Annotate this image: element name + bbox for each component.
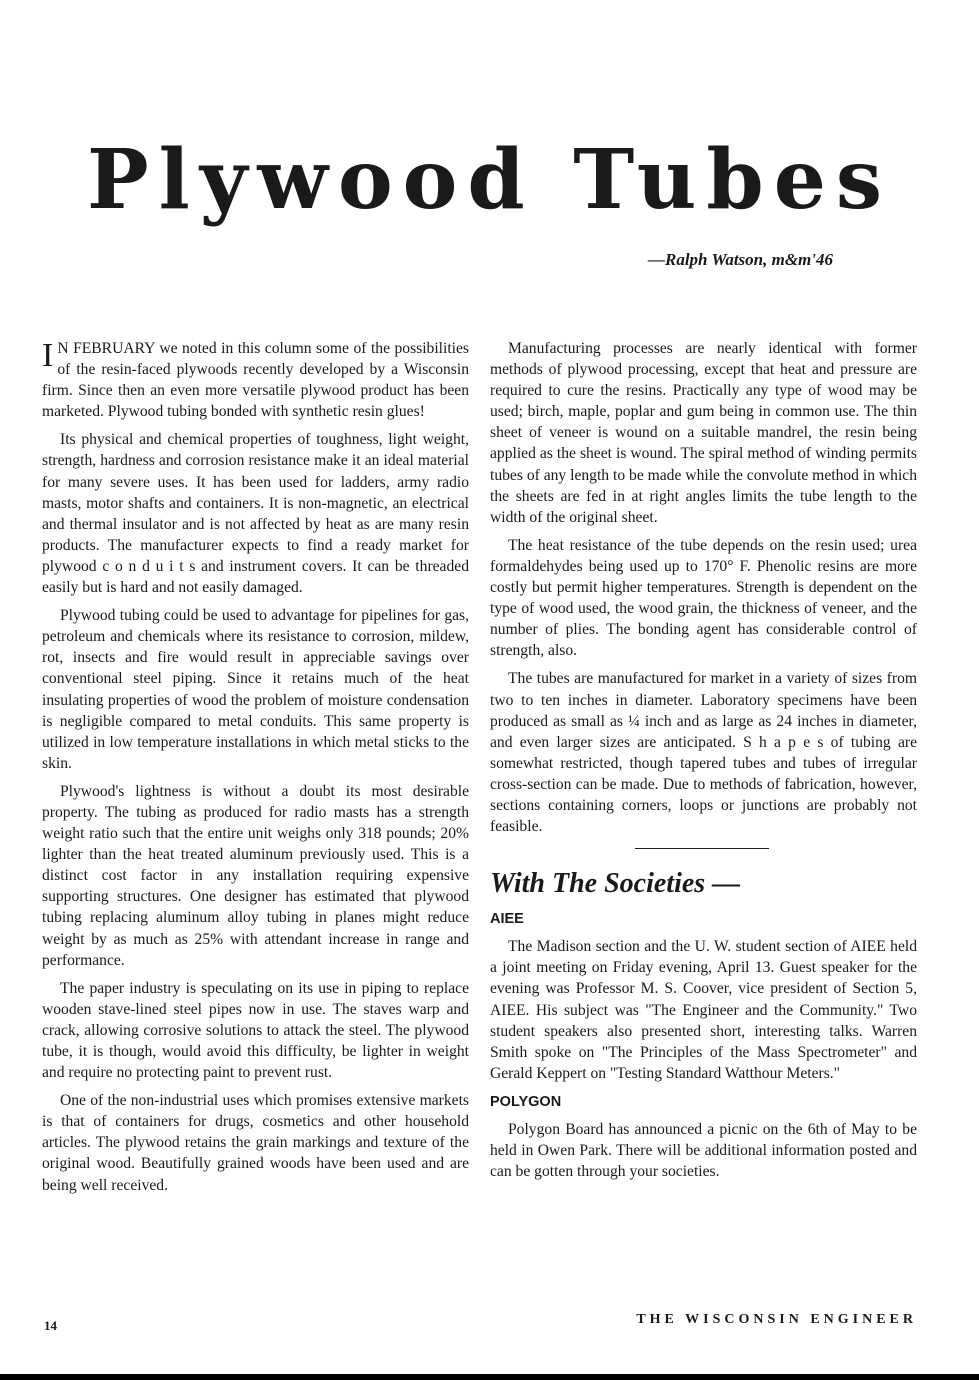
paragraph: The paper industry is speculating on its use in piping to replace wooden stave-lined steel pipes now in use. The staves warp and crack, allowing corrosive solutions to attack the steel. The plywood tube, it is though, would avoid this difficulty, be lighter in weight and require no protecting paint to prevent rust. <box>42 979 469 1082</box>
polygon-paragraph: Polygon Board has announced a picnic on the 6th of May to be held in Owen Park. There will be additional information posted and can be gotten through your societies. <box>490 1121 917 1181</box>
left-column <box>42 338 469 1203</box>
paragraph: The heat resistance of the tube depends on the resin used; urea formaldehydes being used up to 170° F. Phenolic resins are more costly but permit higher temperatures. Strength is dependent on the type of wood used, the wood grain, the thickness of veneer, and the number of plies. The bonding agent has considerable control of strength, also. <box>490 536 917 660</box>
byline: —Ralph Watson, m&m'46 <box>648 250 833 269</box>
paragraph: Plywood's lightness is without a doubt its most desirable property. The tubing as produced for radio masts has a strength weight ratio such that the entire unit weighs only 318 pounds; 20% lighter than the heat treated aluminum previously used. This is a distinct cost factor in any installation requiring expensive supporting structures. One designer has estimated that plywood tubing replacing aluminum alloy tubing in planes might reduce weight by as much as 25% with attendant increase in range and performance. <box>42 782 469 969</box>
societies-heading: With The Societies — <box>490 868 741 900</box>
aiee-paragraph: The Madison section and the U. W. student section of AIEE held a joint meeting on Friday evening, April 13. Guest speaker for the evening was Professor M. S. Coover, vice president of Section 5, AIEE. His subject was "The Engineer and the Community." Two student speakers also presented short, interesting talks. Warren Smith spoke on "The Principles of the Mass Spectrometer" and Gerald Keppert on "Testing Standard Watthour Meters." <box>490 938 917 1082</box>
bottom-edge <box>0 1374 979 1380</box>
publication-name: THE WISCONSIN ENGINEER <box>636 1312 917 1327</box>
polygon-heading: POLYGON <box>490 1093 562 1110</box>
paragraph: The tubes are manufactured for market in a variety of sizes from two to ten inches in diameter. Laboratory specimens have been produced as small as ¼ inch and as large as 24 inches in diameter, and even larger sizes are anticipated. S h a p e s of tubing are somewhat restricted, though tapered tubes and tubes of irregular cross-section can be made. Due to methods of fabrication, however, sections containing corners, loops or junctions are probably not feasible. <box>490 670 917 836</box>
aiee-heading: AIEE <box>490 911 524 928</box>
paragraph: Its physical and chemical properties of toughness, light weight, strength, hardness and corrosion resistance make it an ideal material for many severe uses. It has been used for ladders, army radio masts, motor shafts and containers. It is non-magnetic, an electrical and thermal insulator and is not affected by heat as are many resin products. The manufacturer expects to find a ready market for plywood c o n d u i t s and instrument covers. It can be threaded easily but is hard and not easily damaged. <box>42 431 469 597</box>
paragraph: Manufacturing processes are nearly identical with former methods of plywood processing, except that heat and pressure are required to cure the resins. Practically any type of wood may be used; birch, maple, poplar and gum being in common use. The thin sheet of veneer is wound on a suitable mandrel, the resin being applied as the sheet is wound. The spiral method of winding permits tubes of any length to be made while the convolute method in which the sheets are fed in at right angles limits the tube length to the width of the original sheet. <box>490 340 917 526</box>
article-title: Plywood Tubes <box>86 132 893 228</box>
paragraph-text: N FEBRUARY we noted in this column some of the possibilities of the resin-faced plywoods recently developed by a Wisconsin firm. Since then an even more versatile plywood product has been marketed. Plywood tubing bonded with synthetic resin glues! <box>42 340 469 421</box>
paragraph: One of the non-industrial uses which promises extensive markets is that of containers for drugs, cosmetics and other household articles. The plywood retains the grain markings and texture of the original wood. Beautifully grained woods have been used and are being well received. <box>42 1092 469 1194</box>
paragraph <box>42 338 469 422</box>
drop-cap: I <box>42 337 54 374</box>
right-column <box>490 338 917 1189</box>
section-divider <box>635 848 769 849</box>
page-number: 14 <box>44 1318 57 1333</box>
paragraph: Plywood tubing could be used to advantage for pipelines for gas, petroleum and chemicals where its resistance to corrosion, mildew, rot, insects and fire would result in appreciable savings over conventional steel piping. Since it retains much of the heat insulating properties of wood the problem of moisture condensation is negligible compared to metal conduits. This same property is utilized in low temperature installations in which metal sticks to the skin. <box>42 607 469 772</box>
